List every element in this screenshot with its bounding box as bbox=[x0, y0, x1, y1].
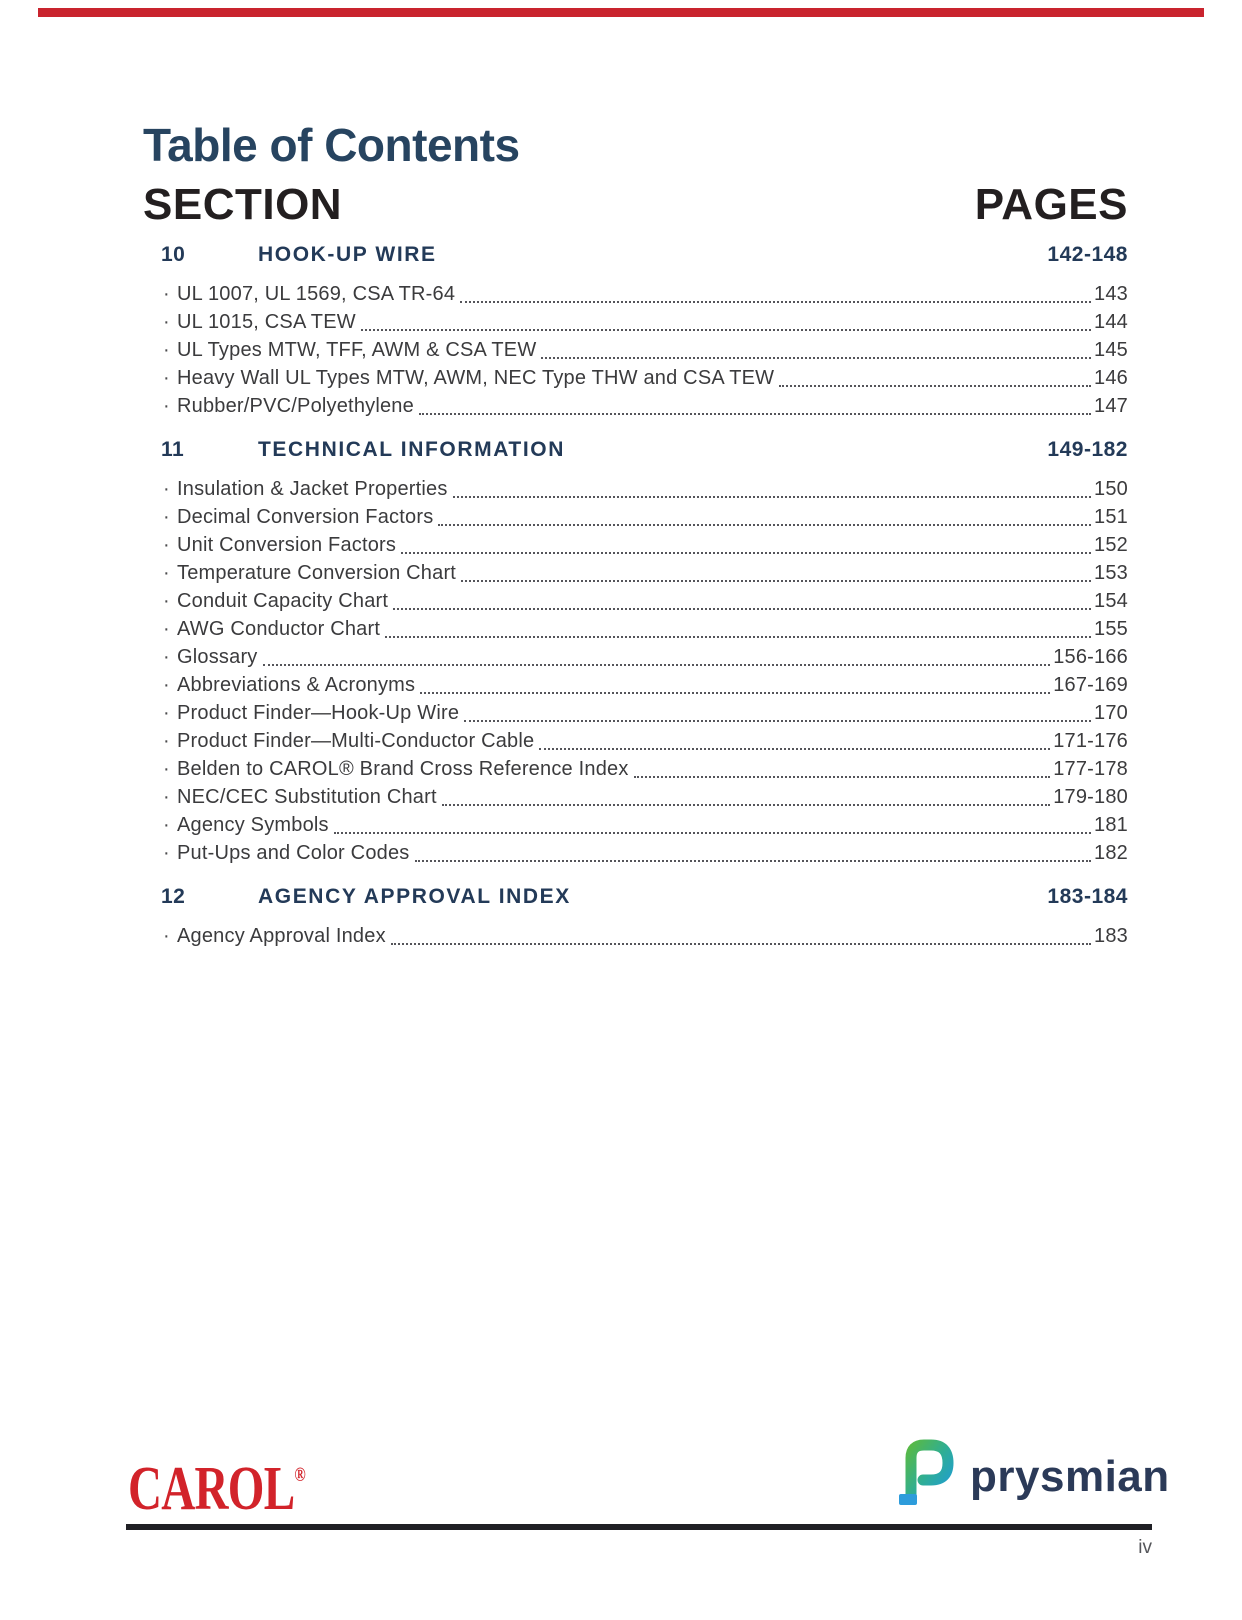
dotted-leader bbox=[393, 608, 1091, 610]
toc-entry-page: 147 bbox=[1094, 395, 1128, 417]
toc-entry-page: 143 bbox=[1094, 283, 1128, 305]
toc-entry-label: Agency Approval Index bbox=[177, 925, 386, 947]
carol-logo-text: CAROL bbox=[128, 1455, 295, 1523]
section-number: 11 bbox=[161, 438, 185, 461]
toc-entry-page: 167-169 bbox=[1053, 674, 1128, 696]
section-entries bbox=[143, 280, 1128, 420]
toc-entry bbox=[143, 615, 1128, 643]
toc-entry-label: Belden to CAROL® Brand Cross Reference Index bbox=[177, 758, 629, 780]
bullet-icon: · bbox=[163, 534, 170, 556]
toc-entry-page: 154 bbox=[1094, 590, 1128, 612]
toc-entry bbox=[143, 364, 1128, 392]
toc-entry bbox=[143, 699, 1128, 727]
toc-entry-label: Unit Conversion Factors bbox=[177, 534, 397, 556]
bullet-icon: · bbox=[163, 478, 170, 500]
toc-entry bbox=[143, 783, 1128, 811]
toc-entry bbox=[143, 475, 1128, 503]
section-header-row bbox=[143, 435, 1128, 465]
toc-entry bbox=[143, 559, 1128, 587]
dotted-leader bbox=[334, 832, 1091, 834]
section-entries bbox=[143, 475, 1128, 867]
toc-entry-label: Glossary bbox=[177, 646, 258, 668]
toc-entry bbox=[143, 755, 1128, 783]
dotted-leader bbox=[419, 413, 1091, 415]
prysmian-wordmark: prysmian bbox=[970, 1452, 1170, 1501]
bullet-icon: · bbox=[163, 395, 170, 417]
toc-entry bbox=[143, 392, 1128, 420]
bullet-icon: · bbox=[163, 618, 170, 640]
dotted-leader bbox=[634, 776, 1051, 778]
dotted-leader bbox=[401, 552, 1091, 554]
section-heading: HOOK-UP WIRE bbox=[258, 243, 437, 266]
bullet-icon: · bbox=[163, 786, 170, 808]
page-number: iv bbox=[1138, 1537, 1152, 1558]
bullet-icon: · bbox=[163, 842, 170, 864]
toc-entry-page: 183 bbox=[1094, 925, 1128, 947]
dotted-leader bbox=[438, 524, 1091, 526]
toc-entry-label: NEC/CEC Substitution Chart bbox=[177, 786, 437, 808]
toc-entry-page: 145 bbox=[1094, 339, 1128, 361]
toc-entry bbox=[143, 587, 1128, 615]
bullet-icon: · bbox=[163, 646, 170, 668]
section-heading: AGENCY APPROVAL INDEX bbox=[258, 885, 571, 908]
dotted-leader bbox=[361, 329, 1091, 331]
toc-entry-label: UL 1015, CSA TEW bbox=[177, 311, 356, 333]
toc-entry-label: UL Types MTW, TFF, AWM & CSA TEW bbox=[177, 339, 537, 361]
toc-entry-page: 150 bbox=[1094, 478, 1128, 500]
dotted-leader bbox=[420, 692, 1050, 694]
toc-entry bbox=[143, 280, 1128, 308]
toc-entry bbox=[143, 308, 1128, 336]
section-number: 10 bbox=[161, 243, 186, 266]
carol-logo bbox=[128, 1455, 306, 1523]
dotted-leader bbox=[442, 804, 1050, 806]
dotted-leader bbox=[461, 580, 1091, 582]
bullet-icon: · bbox=[163, 674, 170, 696]
bullet-icon: · bbox=[163, 506, 170, 528]
bullet-icon: · bbox=[163, 702, 170, 724]
dotted-leader bbox=[460, 301, 1091, 303]
toc-entry-page: 152 bbox=[1094, 534, 1128, 556]
toc-entry-page: 151 bbox=[1094, 506, 1128, 528]
toc-entry-label: Conduit Capacity Chart bbox=[177, 590, 389, 612]
bullet-icon: · bbox=[163, 814, 170, 836]
toc-entry-page: 182 bbox=[1094, 842, 1128, 864]
page-title: Table of Contents bbox=[143, 119, 520, 171]
toc-entry-page: 181 bbox=[1094, 814, 1128, 836]
bullet-icon: · bbox=[163, 730, 170, 752]
toc-entry bbox=[143, 671, 1128, 699]
prysmian-logo bbox=[898, 1436, 1170, 1508]
section-heading: TECHNICAL INFORMATION bbox=[258, 438, 565, 461]
bullet-icon: · bbox=[163, 758, 170, 780]
toc-entry-label: UL 1007, UL 1569, CSA TR-64 bbox=[177, 283, 456, 305]
prysmian-p-icon bbox=[898, 1436, 956, 1508]
toc-entry-page: 155 bbox=[1094, 618, 1128, 640]
toc-entry bbox=[143, 811, 1128, 839]
toc-entry-label: Agency Symbols bbox=[177, 814, 329, 836]
dotted-leader bbox=[415, 860, 1092, 862]
toc-entry bbox=[143, 922, 1128, 950]
toc-content bbox=[143, 0, 1128, 950]
dotted-leader bbox=[779, 385, 1091, 387]
toc-entry-page: 144 bbox=[1094, 311, 1128, 333]
toc-entry-page: 146 bbox=[1094, 367, 1128, 389]
toc-sections bbox=[143, 240, 1128, 950]
column-header-pages: PAGES bbox=[974, 180, 1128, 229]
bullet-icon: · bbox=[163, 562, 170, 584]
bullet-icon: · bbox=[163, 590, 170, 612]
toc-entry bbox=[143, 503, 1128, 531]
toc-entry-label: Rubber/PVC/Polyethylene bbox=[177, 395, 414, 417]
dotted-leader bbox=[385, 636, 1091, 638]
toc-entry-label: Decimal Conversion Factors bbox=[177, 506, 434, 528]
bullet-icon: · bbox=[163, 339, 170, 361]
toc-entry bbox=[143, 531, 1128, 559]
toc-entry-page: 171-176 bbox=[1053, 730, 1128, 752]
toc-entry-page: 156-166 bbox=[1053, 646, 1128, 668]
registered-trademark-icon: ® bbox=[294, 1464, 306, 1486]
column-headers bbox=[143, 182, 1128, 228]
toc-entry bbox=[143, 839, 1128, 867]
toc-entry-page: 179-180 bbox=[1053, 786, 1128, 808]
dotted-leader bbox=[539, 748, 1050, 750]
dotted-leader bbox=[541, 357, 1091, 359]
toc-entry-label: AWG Conductor Chart bbox=[177, 618, 381, 640]
section-entries bbox=[143, 922, 1128, 950]
dotted-leader bbox=[391, 943, 1091, 945]
toc-entry-label: Abbreviations & Acronyms bbox=[177, 674, 416, 696]
section-page-range: 149-182 bbox=[1047, 438, 1128, 461]
section-page-range: 183-184 bbox=[1047, 885, 1128, 908]
dotted-leader bbox=[263, 664, 1051, 666]
column-header-section: SECTION bbox=[143, 180, 343, 229]
toc-entry-page: 153 bbox=[1094, 562, 1128, 584]
dotted-leader bbox=[453, 496, 1091, 498]
section-page-range: 142-148 bbox=[1047, 243, 1128, 266]
bullet-icon: · bbox=[163, 925, 170, 947]
toc-entry-label: Heavy Wall UL Types MTW, AWM, NEC Type THW and CSA TEW bbox=[177, 367, 775, 389]
section-header-row bbox=[143, 240, 1128, 270]
toc-entry bbox=[143, 727, 1128, 755]
toc-entry-label: Product Finder—Hook-Up Wire bbox=[177, 702, 460, 724]
bullet-icon: · bbox=[163, 367, 170, 389]
toc-entry-label: Put-Ups and Color Codes bbox=[177, 842, 410, 864]
bullet-icon: · bbox=[163, 311, 170, 333]
toc-entry-page: 177-178 bbox=[1053, 758, 1128, 780]
toc-entry-label: Product Finder—Multi-Conductor Cable bbox=[177, 730, 535, 752]
toc-entry-label: Temperature Conversion Chart bbox=[177, 562, 457, 584]
toc-entry-page: 170 bbox=[1094, 702, 1128, 724]
section-number: 12 bbox=[161, 885, 186, 908]
toc-entry-label: Insulation & Jacket Properties bbox=[177, 478, 448, 500]
toc-entry bbox=[143, 643, 1128, 671]
section-header-row bbox=[143, 882, 1128, 912]
bullet-icon: · bbox=[163, 283, 170, 305]
toc-entry bbox=[143, 336, 1128, 364]
dotted-leader bbox=[464, 720, 1091, 722]
footer-rule bbox=[126, 1524, 1152, 1530]
